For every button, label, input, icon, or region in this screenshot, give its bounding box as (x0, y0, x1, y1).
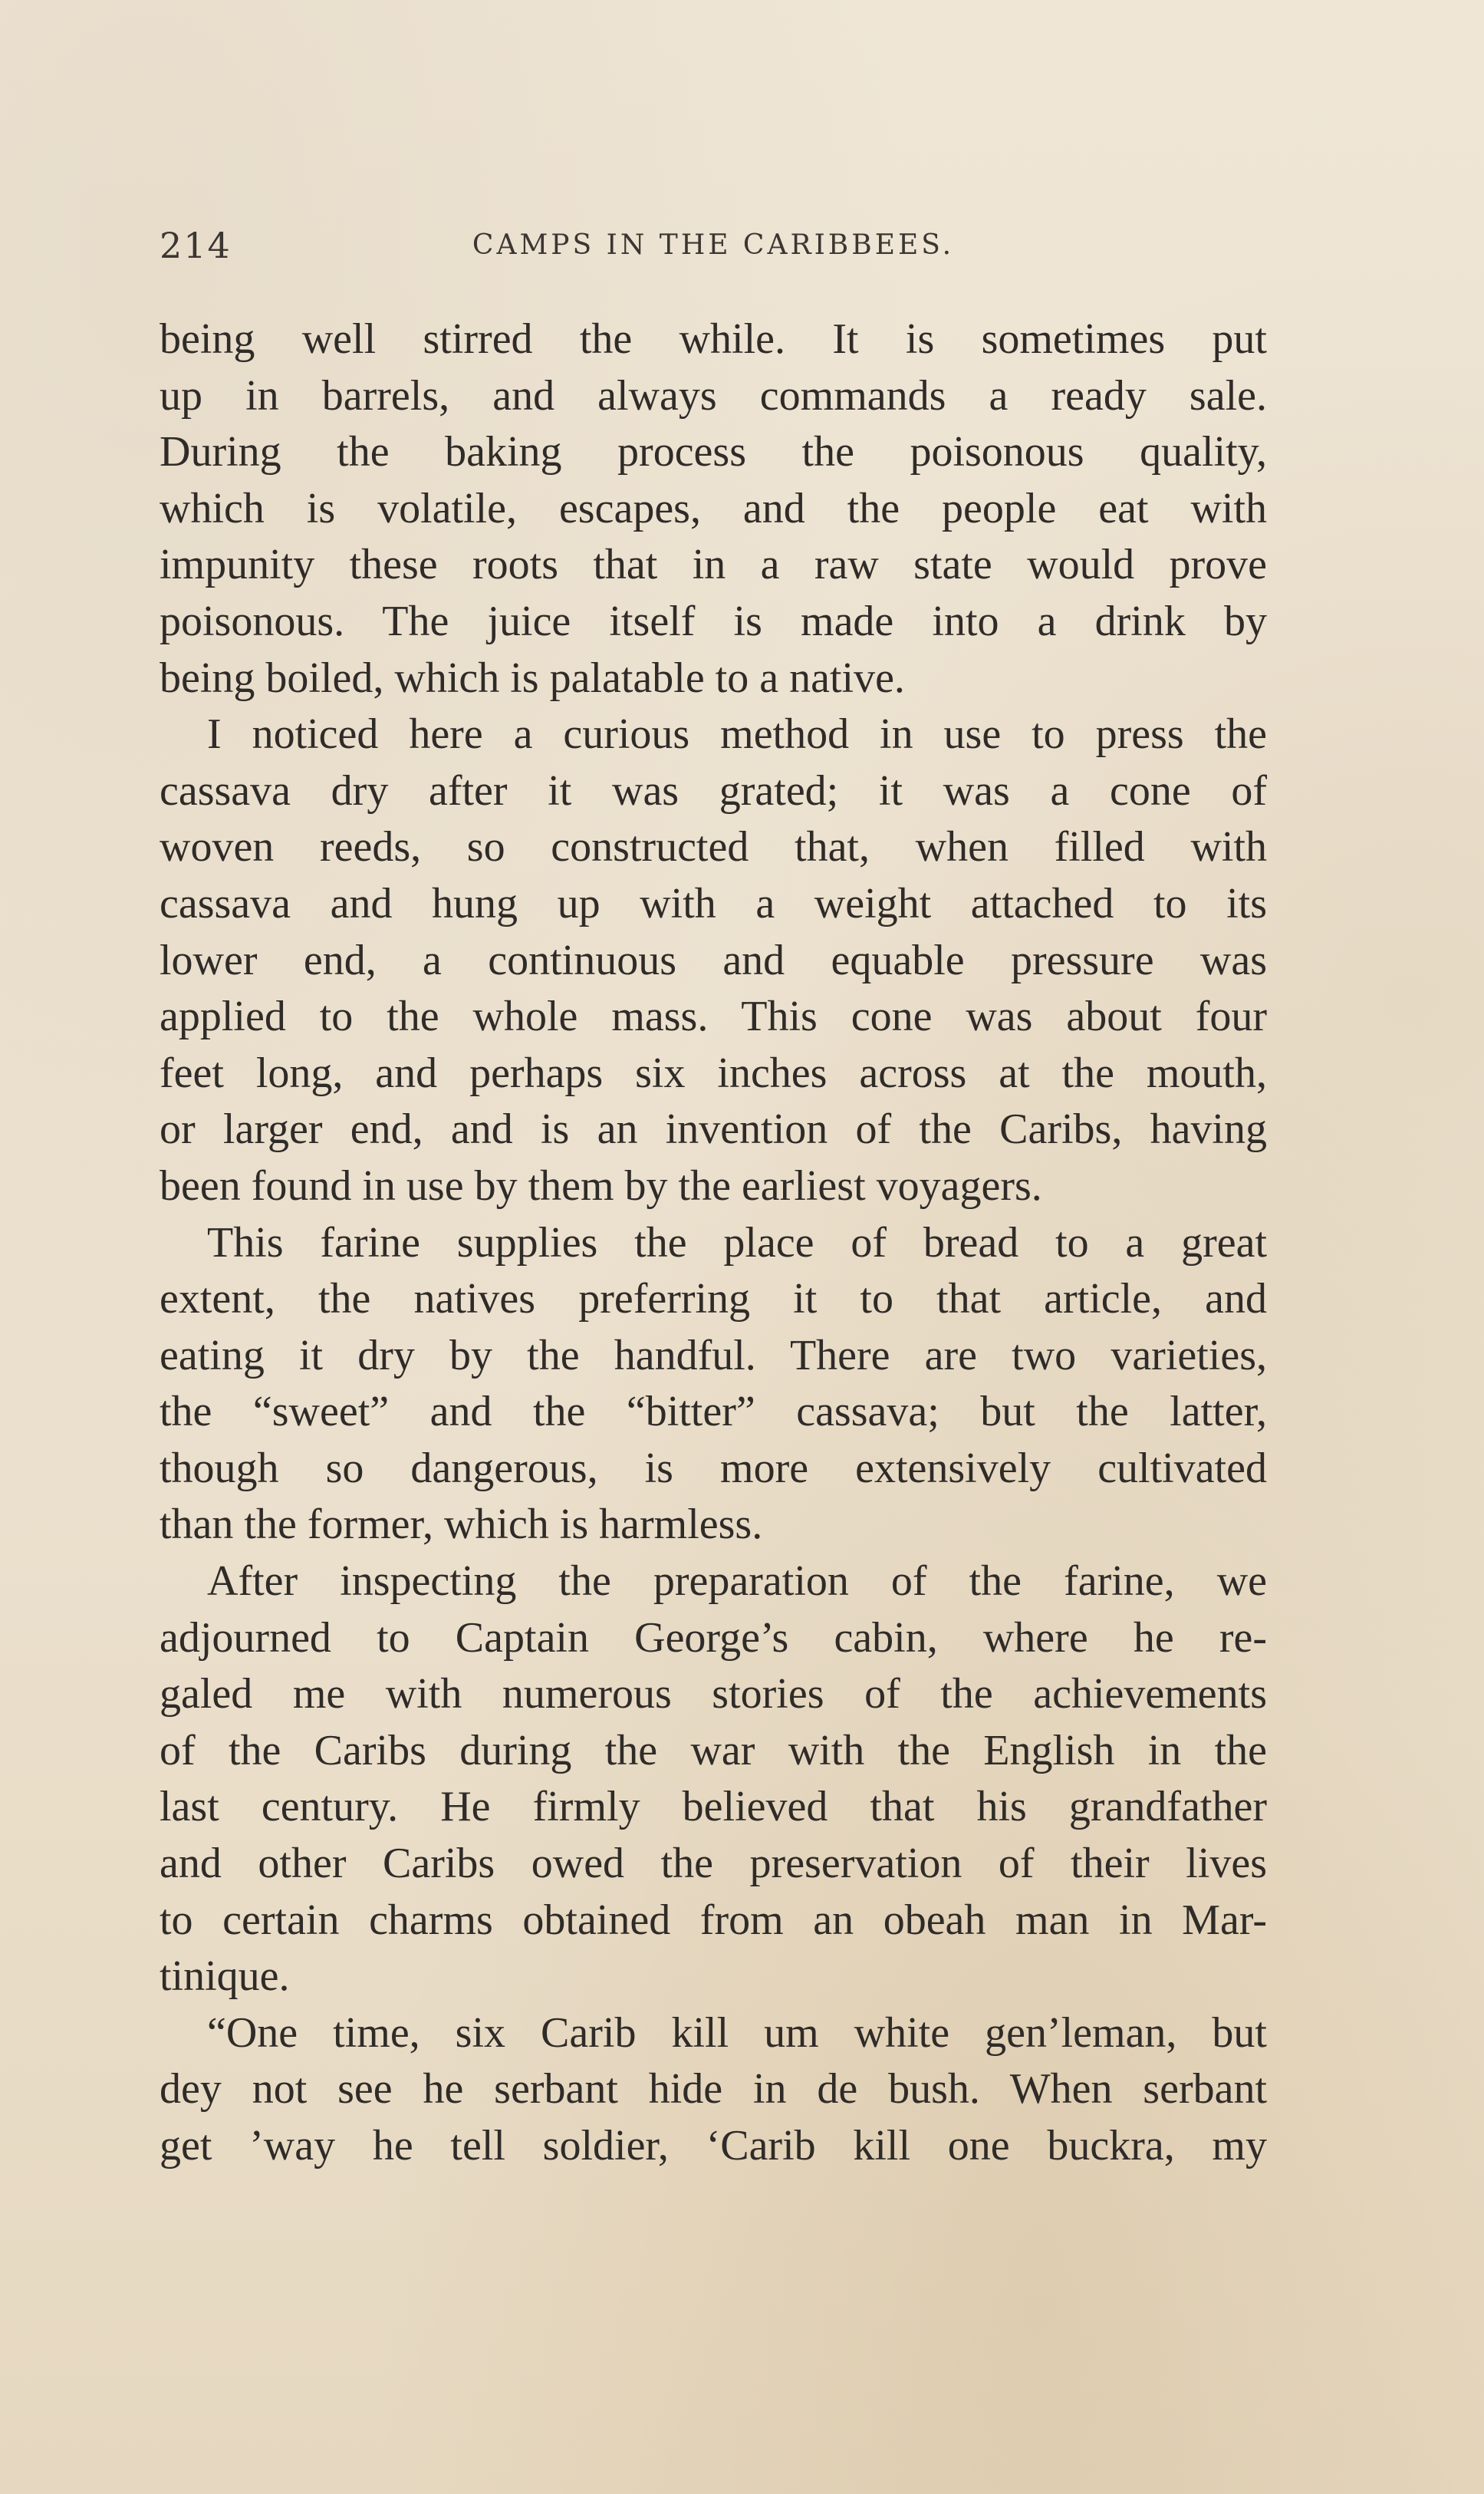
text-line: though so dangerous, is more extensively cultivated (160, 1444, 1267, 1492)
text-line: adjourned to Captain George’s cabin, where he re- (160, 1613, 1267, 1662)
text-line: than the former, which is harmless. (160, 1501, 763, 1549)
text-line: been found in use by them by the earliest voyagers. (160, 1161, 1042, 1210)
text-line: “One time, six Carib kill um white gen’leman, but (207, 2008, 1267, 2057)
text-line: galed me with numerous stories of the achievements (160, 1670, 1267, 1718)
text-line: to certain charms obtained from an obeah man in Mar- (160, 1896, 1267, 1944)
text-line: the “sweet” and the “bitter” cassava; but the latter, (160, 1388, 1267, 1436)
text-line: impunity these roots that in a raw state would prove (160, 541, 1267, 589)
text-line: This farine supplies the place of bread to a great (207, 1218, 1267, 1267)
text-line: feet long, and perhaps six inches across at the mouth, (160, 1049, 1267, 1097)
text-line: During the baking process the poisonous quality, (160, 428, 1267, 476)
text-line: get ’way he tell soldier, ‘Carib kill one buckra, my (160, 2122, 1267, 2169)
body-text (160, 311, 1267, 2175)
text-line: I noticed here a curious method in use to press the (207, 710, 1267, 759)
page-number: 214 (160, 225, 232, 266)
text-line: After inspecting the preparation of the farine, we (207, 1557, 1267, 1606)
text-line: being well stirred the while. It is sometimes put (160, 315, 1267, 363)
text-line: tinique. (160, 1952, 290, 2001)
text-line: or larger end, and is an invention of the Caribs, having (160, 1105, 1267, 1154)
text-line: cassava and hung up with a weight attached to its (160, 879, 1267, 927)
text-line: eating it dry by the handful. There are two varieties, (160, 1331, 1267, 1379)
text-line: and other Caribs owed the preservation of their lives (160, 1840, 1267, 1888)
text-line: up in barrels, and always commands a ready sale. (160, 371, 1267, 420)
text-line: cassava dry after it was grated; it was a cone of (160, 766, 1267, 815)
text-line: applied to the whole mass. This cone was about four (160, 993, 1267, 1041)
running-title: CAMPS IN THE CARIBBEES. (472, 229, 955, 261)
text-line: last century. He firmly believed that his grandfather (160, 1783, 1267, 1831)
text-line: of the Caribs during the war with the English in the (160, 1726, 1267, 1774)
text-line: dey not see he serbant hide in de bush. When serbant (160, 2065, 1267, 2113)
page-header (160, 222, 1267, 269)
text-line: which is volatile, escapes, and the people eat with (160, 484, 1267, 532)
text-line: woven reeds, so constructed that, when filled with (160, 823, 1267, 871)
text-line: extent, the natives preferring it to that article, and (160, 1275, 1267, 1323)
text-line: poisonous. The juice itself is made into a drink by (160, 597, 1267, 645)
paragraph (160, 707, 1267, 1214)
paragraph (160, 1553, 1267, 2005)
paragraph (160, 1215, 1267, 1554)
text-line: being boiled, which is palatable to a native. (160, 654, 905, 702)
text-line: lower end, a continuous and equable pressure was (160, 936, 1267, 984)
paragraph (160, 2005, 1267, 2175)
paragraph (160, 311, 1267, 707)
